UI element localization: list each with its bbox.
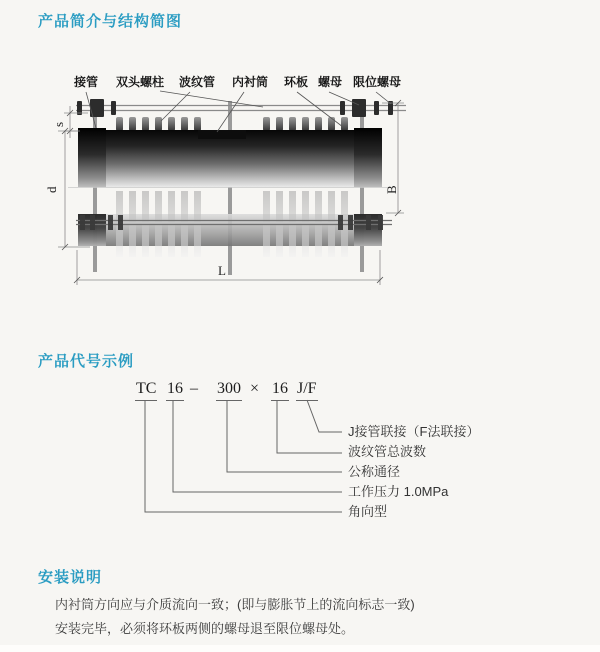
joint-body-lower: [76, 191, 392, 257]
dim-label-b: B: [384, 185, 399, 194]
part-label-ring-plate: 环板: [283, 75, 309, 89]
part-label-stud: 双头螺柱: [115, 75, 165, 89]
install-note-line1: 内衬筒方向应与介质流向一致；(即与膨胀节上的流向标志一致): [55, 597, 415, 612]
callout-pressure: 工作压力 1.0MPa: [348, 484, 449, 499]
code-seg-connection: J/F: [296, 380, 318, 401]
code-seg-waves: 16: [271, 380, 289, 401]
code-seg-diameter: 300: [216, 380, 242, 401]
part-label-nut: 螺母: [317, 75, 343, 89]
code-seg-type: TC: [135, 380, 157, 401]
part-label-pipe: 接管: [73, 75, 99, 89]
callout-waves: 波纹管总波数: [348, 444, 427, 459]
dim-label-s: s: [51, 121, 66, 127]
structure-diagram: [40, 72, 480, 292]
section-title-install: 安装说明: [38, 569, 103, 586]
callout-type: 角向型: [348, 504, 388, 519]
dimension-b: [382, 100, 404, 216]
callout-connection: J接管联接（F法联接）: [348, 424, 480, 439]
part-label-liner: 内衬筒: [231, 75, 269, 89]
joint-body: [78, 128, 382, 187]
part-labels: [73, 74, 401, 89]
part-label-bellows: 波纹管: [178, 75, 216, 89]
dim-label-d: d: [44, 186, 59, 193]
install-note-line2: 安装完毕，必须将环板两侧的螺母退至限位螺母处。: [55, 621, 355, 636]
code-seg-times: ×: [250, 380, 260, 397]
tie-rod-top-nuts: [77, 99, 393, 117]
section-title-intro: 产品简介与结构简图: [38, 13, 183, 30]
pipe-end-left: [78, 128, 106, 187]
section-title-code: 产品代号示例: [38, 353, 135, 370]
dim-label-l: L: [218, 263, 226, 278]
page-bottom-strip: [0, 645, 600, 652]
code-seg-dash: –: [190, 380, 198, 397]
part-label-limit-nut: 限位螺母: [352, 75, 402, 89]
callout-diameter: 公称通径: [348, 464, 401, 479]
pipe-end-right: [354, 128, 382, 187]
code-callout-lines: [120, 395, 360, 535]
code-seg-pressure: 16: [166, 380, 184, 401]
inner-liner-collar: [198, 130, 246, 139]
